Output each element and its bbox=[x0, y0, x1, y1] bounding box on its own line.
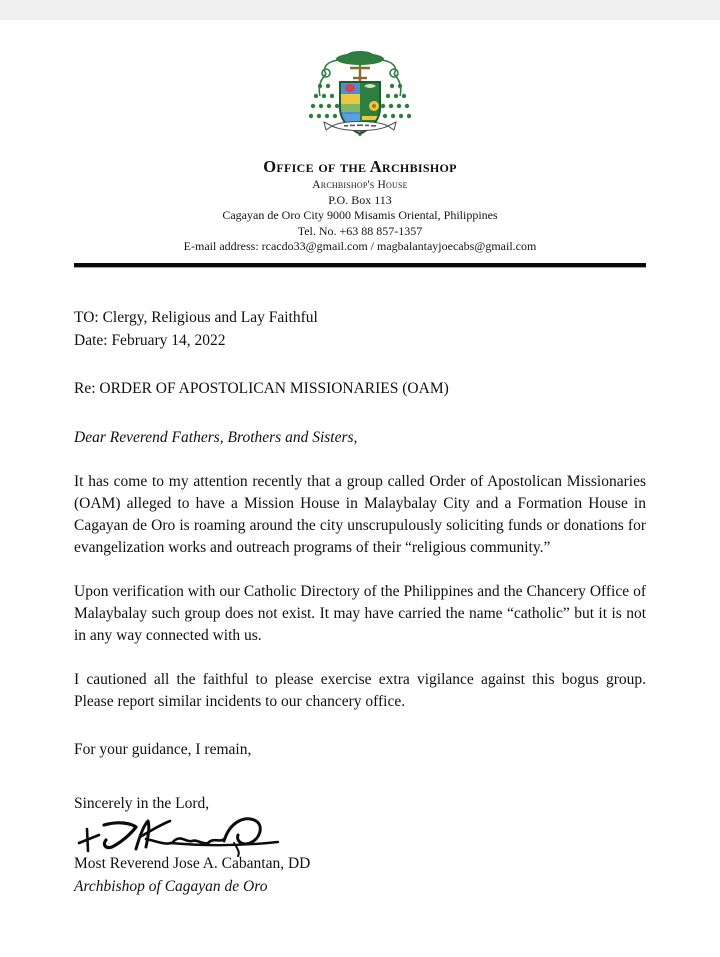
address-line: Cagayan de Oro City 9000 Misamis Oriental, Philippines bbox=[222, 208, 498, 223]
date-line: Date: February 14, 2022 bbox=[74, 331, 226, 349]
salutation: Dear Reverend Fathers, Brothers and Sisters, bbox=[74, 429, 358, 447]
addressee-line: TO: Clergy, Religious and Lay Faithful bbox=[74, 309, 318, 327]
closing-salutation: Sincerely in the Lord, bbox=[74, 795, 210, 813]
po-box-line: P.O. Box 113 bbox=[328, 192, 392, 207]
paragraph-1: It has come to my attention recently that a group called Order of Apostolican Missionaries (OAM) alleged to have a Mission House in Malaybalay City and a Formation House in Cagayan de Oro is roaming around the city unscrupulously soliciting funds or donations for evangelization works and outreach programs of their “religious community.” bbox=[74, 473, 646, 557]
signer-name: Most Reverend Jose A. Cabantan, DD bbox=[74, 855, 311, 873]
paragraph-3: I cautioned all the faithful to please exercise extra vigilance against this bogus group. Please report similar incidents to our chancery office. bbox=[74, 671, 646, 711]
email-line: E-mail address: rcacdo33@gmail.com / magbalantayjoecabs@gmail.com bbox=[183, 238, 537, 253]
signer-role: Archbishop of Cagayan de Oro bbox=[74, 878, 268, 896]
archbishops-house-line: Archbishop's House bbox=[312, 178, 408, 191]
handwritten-signature-icon bbox=[74, 813, 304, 857]
subject-line: Re: ORDER OF APOSTOLICAN MISSIONARIES (OAM) bbox=[74, 380, 449, 398]
paragraph-2: Upon verification with our Catholic Directory of the Philippines and the Chancery Office of Malaybalay such group does not exist. It may have carried the name “catholic” but it is not in any way connected with us. bbox=[74, 583, 646, 645]
office-title: Office of the Archbishop bbox=[263, 157, 457, 176]
telephone-line: Tel. No. +63 88 857-1357 bbox=[297, 223, 423, 238]
archbishop-coat-of-arms-icon bbox=[302, 50, 418, 146]
letter-body bbox=[74, 267, 646, 898]
screenshot-top-band bbox=[0, 0, 720, 20]
signature-block bbox=[74, 793, 646, 898]
guidance-line: For your guidance, I remain, bbox=[74, 741, 252, 759]
letterhead bbox=[0, 20, 720, 267]
document-page bbox=[0, 20, 720, 957]
